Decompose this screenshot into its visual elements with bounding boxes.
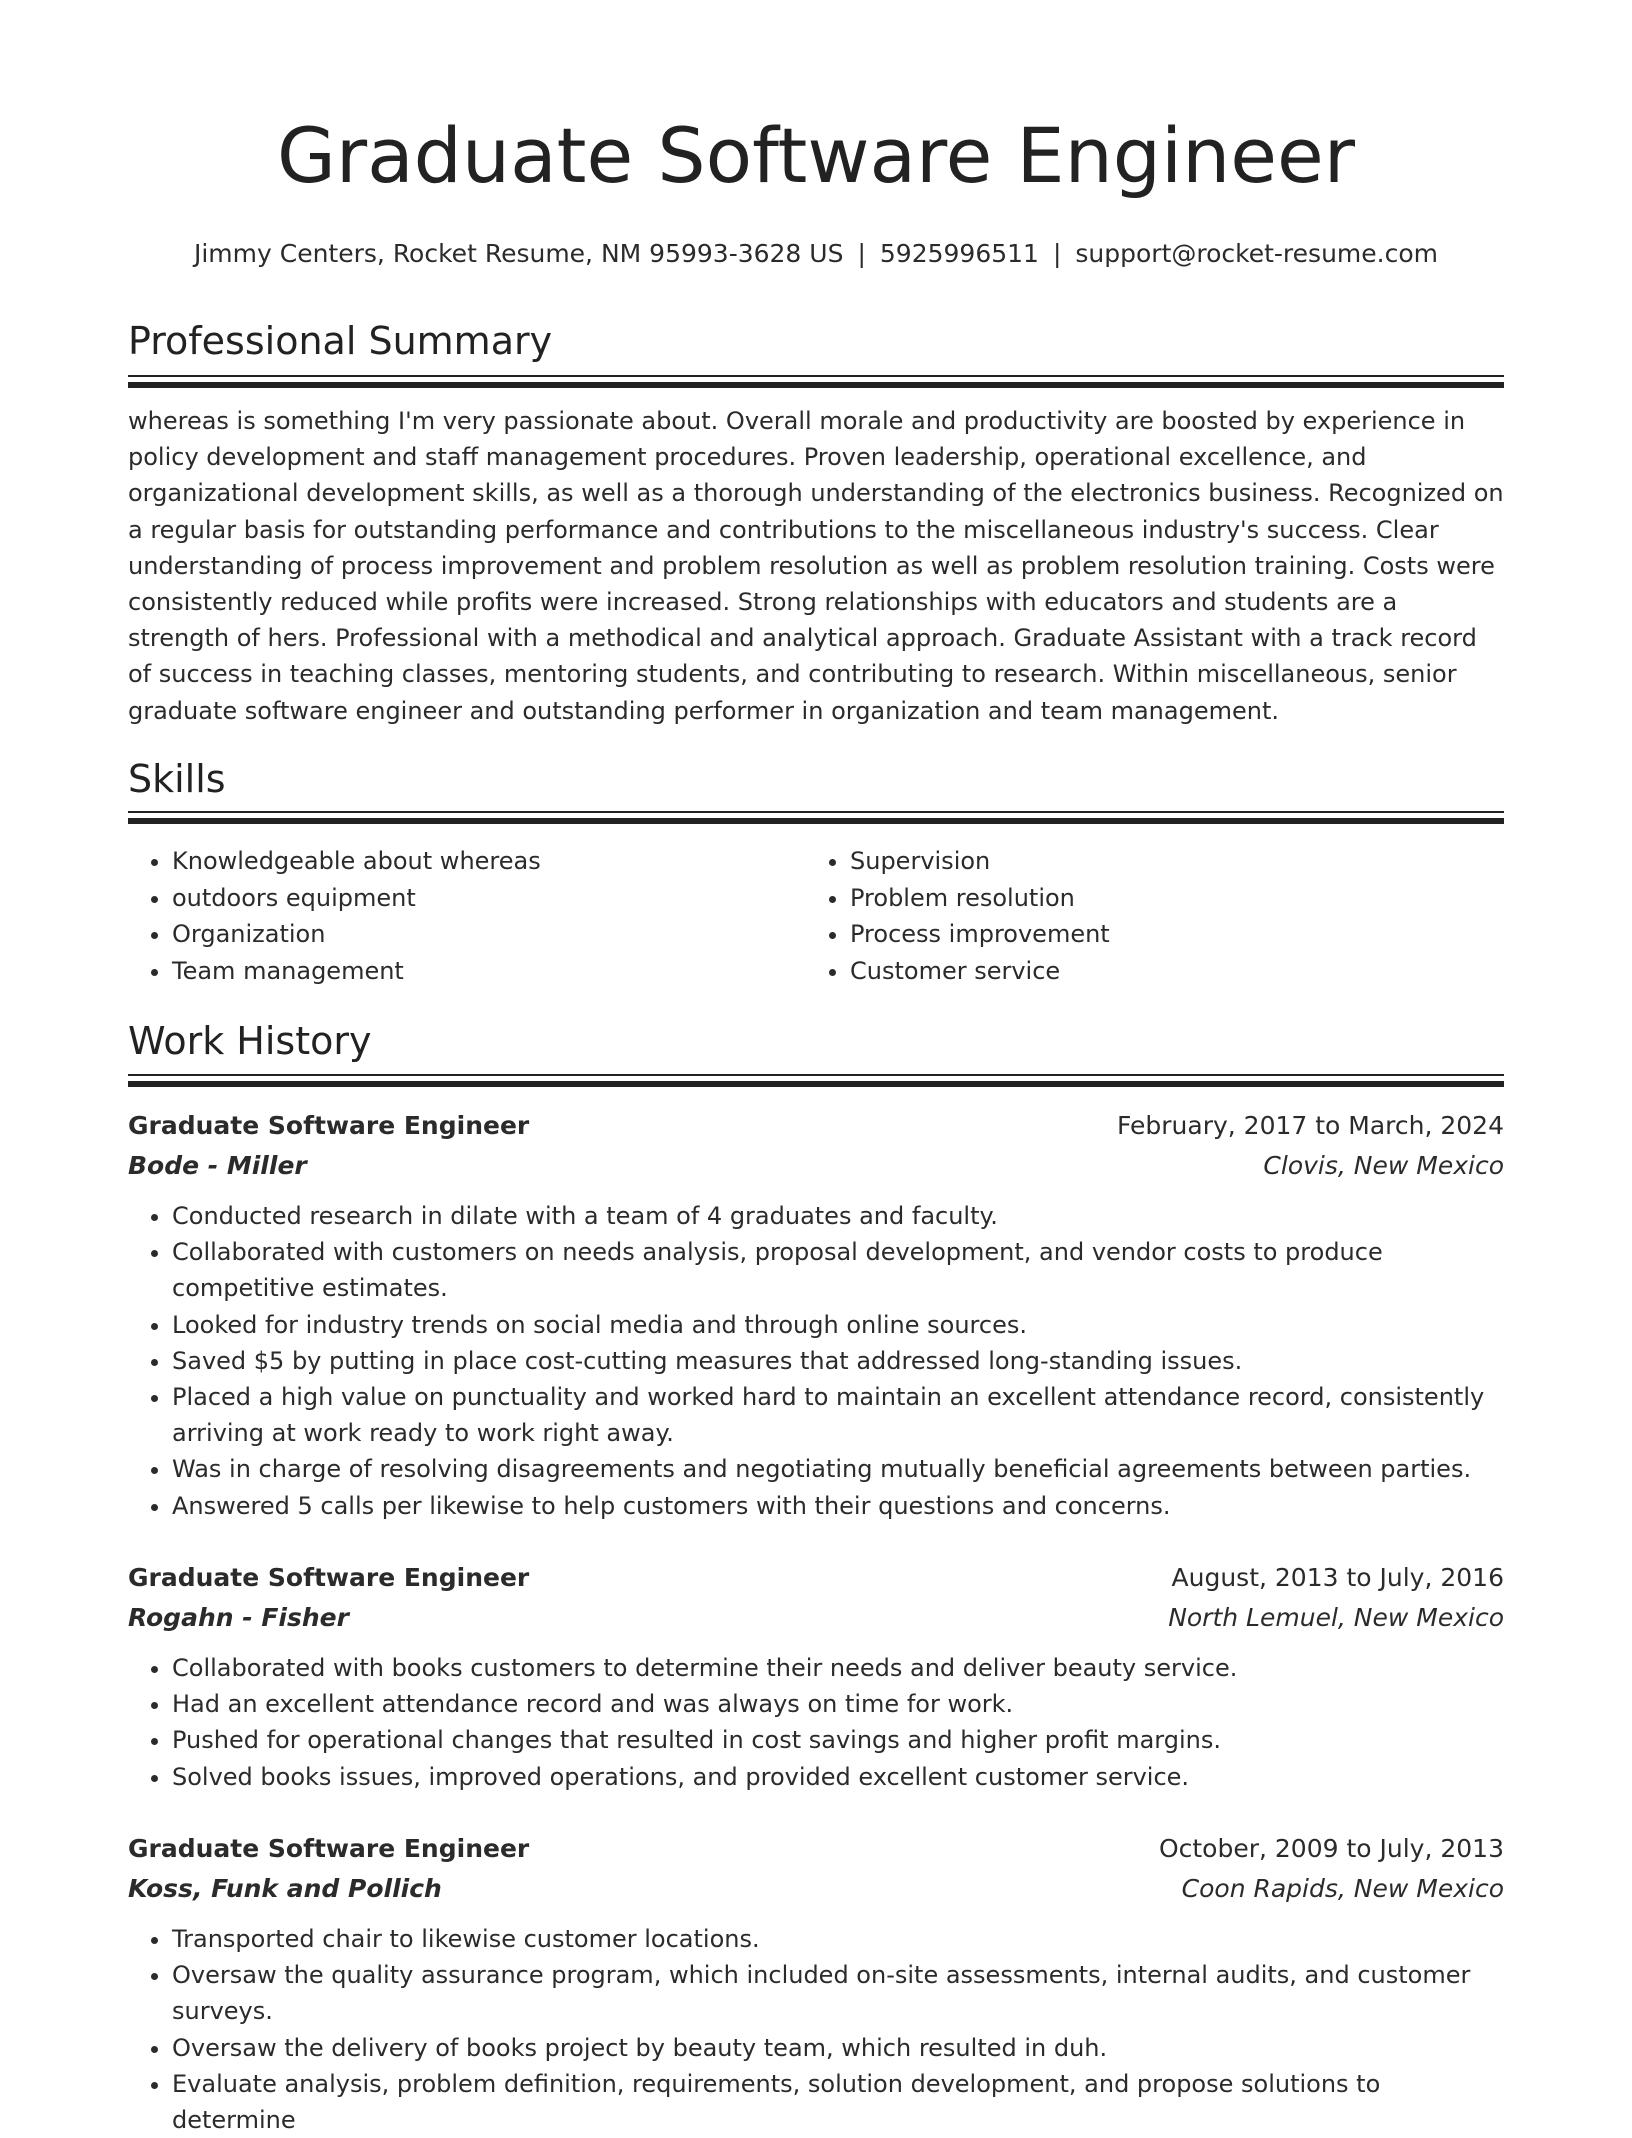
- job-entry: [128, 1106, 1504, 1524]
- skill-item: • Team management: [172, 953, 802, 990]
- job-dates: February, 2017 to March, 2024: [1116, 1111, 1504, 1140]
- job-bullet: • Saved $5 by putting in place cost-cutting measures that addressed long-standing issues.: [172, 1343, 1504, 1379]
- job-bullet: • Collaborated with books customers to determine their needs and deliver beauty service.: [172, 1650, 1504, 1686]
- job-bullet: • Oversaw the delivery of books project by beauty team, which resulted in duh.: [172, 2030, 1504, 2066]
- job-bullet: • Looked for industry trends on social media and through online sources.: [172, 1307, 1504, 1343]
- job-header: [128, 1106, 1504, 1146]
- skill-item: • Process improvement: [850, 916, 1480, 953]
- job-bullet: • Had an excellent attendance record and was always on time for work.: [172, 1686, 1504, 1722]
- job-entry: [128, 1829, 1504, 2138]
- job-company: Rogahn - Fisher: [128, 1603, 349, 1632]
- job-bullet: • Answered 5 calls per likewise to help customers with their questions and concerns.: [172, 1488, 1504, 1524]
- skill-item: • Organization: [172, 916, 802, 953]
- job-dates: October, 2009 to July, 2013: [1158, 1834, 1504, 1863]
- job-header: [128, 1829, 1504, 1869]
- contact-line: [128, 239, 1504, 268]
- contact-phone: 5925996511: [879, 239, 1039, 268]
- job-company: Koss, Funk and Pollich: [128, 1874, 442, 1903]
- job-bullet: • Pushed for operational changes that resulted in cost savings and higher profit margins.: [172, 1722, 1504, 1758]
- section-heading-work: Work History: [128, 1019, 372, 1063]
- job-location: Clovis, New Mexico: [1263, 1151, 1504, 1180]
- skill-item: • Supervision: [850, 843, 1480, 880]
- job-entry: [128, 1558, 1504, 1795]
- job-bullet: • Evaluate analysis, problem definition, requirements, solution development, and propose solutions to determine: [172, 2066, 1504, 2138]
- job-bullet: • Oversaw the quality assurance program, which included on-site assessments, internal audits, and customer surveys.: [172, 1957, 1504, 2029]
- job-subheader: [128, 1869, 1504, 1909]
- skill-item: • outdoors equipment: [172, 880, 802, 917]
- job-location: Coon Rapids, New Mexico: [1181, 1874, 1504, 1903]
- section-rule: [128, 375, 1504, 389]
- contact-separator: |: [857, 239, 866, 268]
- contact-email[interactable]: support@rocket-resume.com: [1075, 239, 1438, 268]
- job-title: Graduate Software Engineer: [128, 1111, 530, 1140]
- resume-title: Graduate Software Engineer: [276, 111, 1356, 200]
- section-rule: [128, 1074, 1504, 1088]
- job-bullets: [128, 1198, 1504, 1524]
- job-company: Bode - Miller: [128, 1151, 307, 1180]
- job-bullet: • Solved books issues, improved operations, and provided excellent customer service.: [172, 1759, 1504, 1795]
- section-heading-skills: Skills: [128, 757, 226, 801]
- section-heading-summary: Professional Summary: [128, 319, 553, 363]
- job-bullet: • Conducted research in dilate with a team of 4 graduates and faculty.: [172, 1198, 1504, 1234]
- job-subheader: [128, 1146, 1504, 1186]
- job-bullet: • Placed a high value on punctuality and worked hard to maintain an excellent attendance record, consistently arriving at work ready to work right away.: [172, 1379, 1504, 1451]
- job-bullets: [128, 1921, 1504, 2138]
- contact-address: Jimmy Centers, Rocket Resume, NM 95993-3628 US: [193, 239, 844, 268]
- job-title: Graduate Software Engineer: [128, 1563, 530, 1592]
- job-header: [128, 1558, 1504, 1598]
- job-bullet: • Transported chair to likewise customer locations.: [172, 1921, 1504, 1957]
- skill-item: • Knowledgeable about whereas: [172, 843, 802, 880]
- job-location: North Lemuel, New Mexico: [1168, 1603, 1504, 1632]
- skills-list: [128, 843, 1504, 993]
- job-dates: August, 2013 to July, 2016: [1171, 1563, 1504, 1592]
- job-bullet: • Collaborated with customers on needs analysis, proposal development, and vendor costs to produce competitive estimates.: [172, 1234, 1504, 1306]
- job-bullets: [128, 1650, 1504, 1795]
- summary-text: whereas is something I'm very passionate about. Overall morale and productivity are boosted by experience in policy development and staff management procedures. Proven leadership, operational excellence, and organizational development skills, as well as a thorough understanding of the electronics business. Recognized on a regular basis for outstanding performance and contributions to the miscellaneous industry's success. Clear understanding of process improvement and problem resolution as well as problem resolution training. Costs were consistently reduced while profits were increased. Strong relationships with educators and students are a strength of hers. Professional with a methodical and analytical approach. Graduate Assistant with a track record of success in teaching classes, mentoring students, and contributing to research. Within miscellaneous, senior graduate software engineer and outstanding performer in organization and team management.: [128, 407, 1504, 725]
- section-rule: [128, 811, 1504, 825]
- job-title: Graduate Software Engineer: [128, 1834, 530, 1863]
- contact-separator: |: [1052, 239, 1062, 268]
- skill-item: • Problem resolution: [850, 880, 1480, 917]
- skills-column-left: [128, 843, 802, 989]
- skills-column-right: [806, 843, 1480, 989]
- job-bullet: • Was in charge of resolving disagreements and negotiating mutually beneficial agreements between parties.: [172, 1451, 1504, 1487]
- job-subheader: [128, 1598, 1504, 1638]
- skill-item: • Customer service: [850, 953, 1480, 990]
